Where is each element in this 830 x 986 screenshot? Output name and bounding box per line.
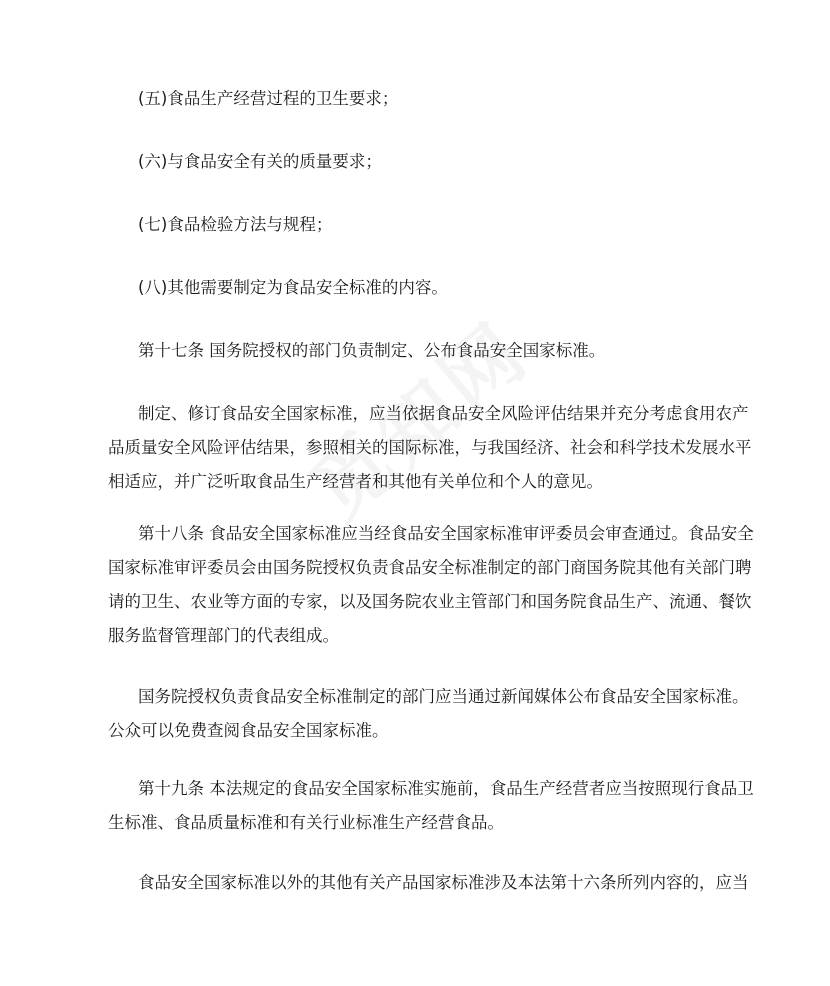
text-line: 第十九条 本法规定的食品安全国家标准实施前，食品生产经营者应当按照现行食品卫 <box>138 779 754 798</box>
paragraph-item-5 <box>108 82 728 116</box>
article-18-paragraph-2 <box>108 680 749 748</box>
text-line: 国家标准审评委员会由国务院授权负责食品安全标准制定的部门商国务院其他有关部门聘 <box>108 558 752 577</box>
text-line: 品质量安全风险评估结果，参照相关的国际标准，与我国经济、社会和科学技术发展水平 <box>108 438 752 457</box>
text-line: 公众可以免费查阅食品安全国家标准。 <box>108 721 389 740</box>
text-line: 生标准、食品质量标准和有关行业标准生产经营食品。 <box>108 813 504 832</box>
article-17 <box>108 334 728 368</box>
article-18 <box>108 517 754 653</box>
text-line: 服务监督管理部门的代表组成。 <box>108 626 339 645</box>
text-line: (八)其他需要制定为食品安全标准的内容。 <box>138 278 448 297</box>
text-line: 第十七条 国务院授权的部门负责制定、公布食品安全国家标准。 <box>138 341 606 360</box>
article-19 <box>108 772 754 840</box>
text-line: 相适应，并广泛听取食品生产经营者和其他有关单位和个人的意见。 <box>108 472 603 491</box>
text-line: 请的卫生、农业等方面的专家，以及国务院农业主管部门和国务院食品生产、流通、餐饮 <box>108 592 752 611</box>
text-line: 国务院授权负责食品安全标准制定的部门应当通过新闻媒体公布食品安全国家标准。 <box>138 687 749 706</box>
paragraph-item-7 <box>108 208 728 242</box>
text-line: 第十八条 食品安全国家标准应当经食品安全国家标准审评委员会审查通过。食品安全 <box>138 524 754 543</box>
article-19-paragraph-2 <box>108 866 749 900</box>
text-line: 制定、修订食品安全国家标准，应当依据食品安全风险评估结果并充分考虑食用农产 <box>138 404 749 423</box>
text-line: (七)食品检验方法与规程； <box>138 215 333 234</box>
paragraph-item-6 <box>108 145 728 179</box>
paragraph-item-8 <box>108 271 728 305</box>
text-line: (五)食品生产经营过程的卫生要求； <box>138 89 399 108</box>
text-line: (六)与食品安全有关的质量要求； <box>138 152 382 171</box>
article-17-paragraph-2 <box>108 397 752 499</box>
text-line: 食品安全国家标准以外的其他有关产品国家标准涉及本法第十六条所列内容的，应当 <box>138 873 749 892</box>
